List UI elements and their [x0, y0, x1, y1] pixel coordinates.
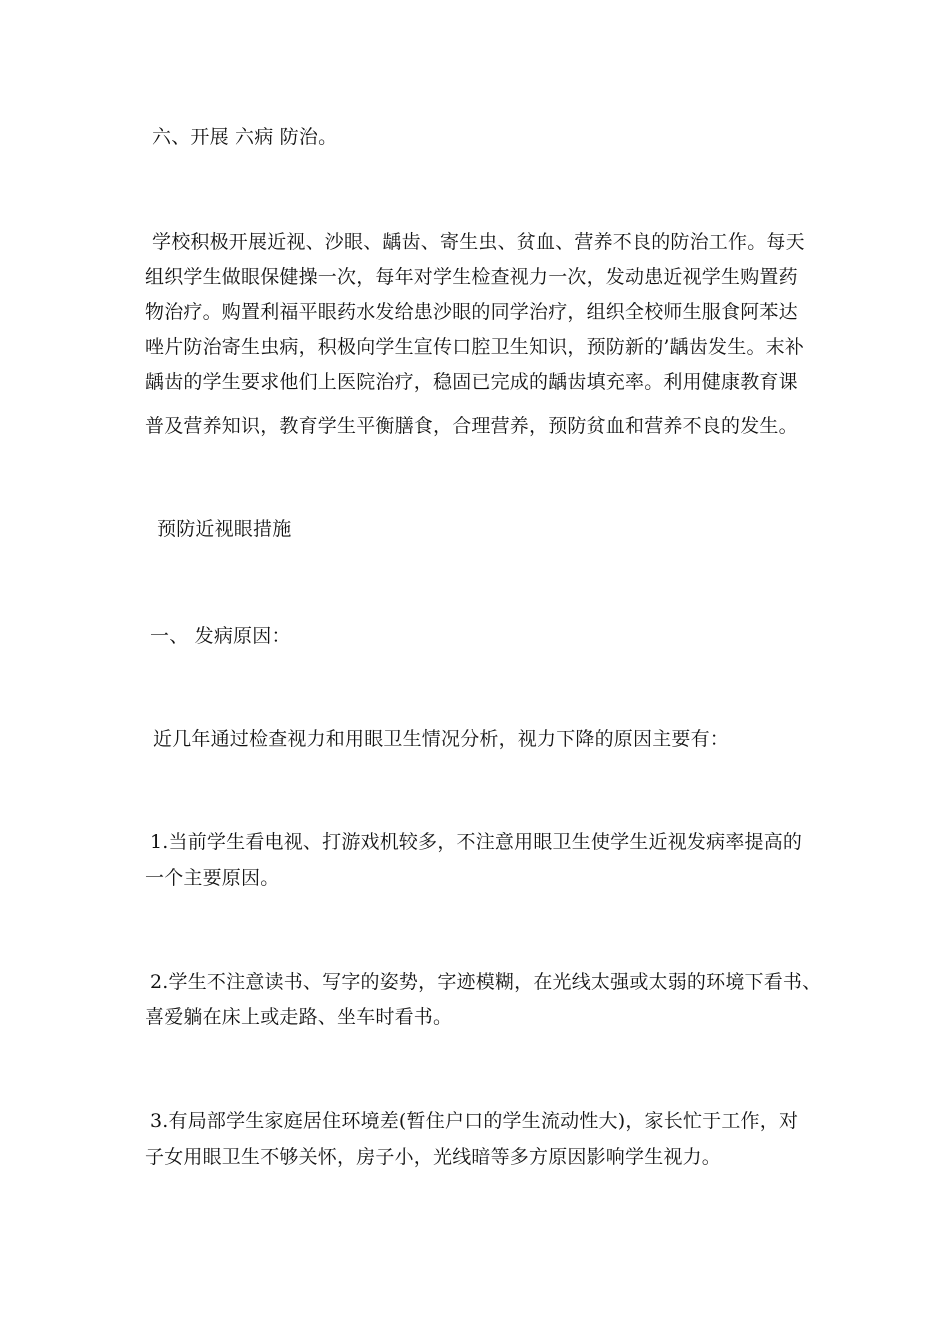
paragraph-line: 学校积极开展近视、沙眼、龋齿、寄生虫、贫血、营养不良的防治工作。每天 [152, 231, 805, 253]
cause-intro: 近几年通过检查视力和用眼卫生情况分析，视力下降的原因主要有： [153, 728, 730, 750]
paragraph-line: 物治疗。购置利福平眼药水发给患沙眼的同学治疗，组织全校师生服食阿苯达 [145, 301, 798, 323]
section-six-heading: 六、开展 六病 防治。 [152, 126, 338, 148]
paragraph-line: 普及营养知识，教育学生平衡膳食，合理营养，预防贫血和营养不良的发生。 [145, 415, 798, 437]
item-line: 喜爱躺在床上或走路、坐车时看书。 [145, 1006, 453, 1028]
item-line: 1.当前学生看电视、打游戏机较多，不注意用眼卫生使学生近视发病率提高的 [150, 831, 803, 853]
paragraph-line: 组织学生做眼保健操一次，每年对学生检查视力一次，发动患近视学生购置药 [145, 266, 798, 288]
item-line: 一个主要原因。 [145, 867, 280, 889]
item-line: 3.有局部学生家庭居住环境差(暂住户口的学生流动性大)，家长忙于工作，对 [150, 1110, 799, 1132]
item-line: 子女用眼卫生不够关怀，房子小，光线暗等多方原因影响学生视力。 [145, 1146, 722, 1168]
item-line: 2.学生不注意读书、写字的姿势，字迹模糊，在光线太强或太弱的环境下看书、 [150, 971, 822, 993]
cause-heading: 一、 发病原因： [150, 625, 291, 647]
paragraph-line: 唑片防治寄生虫病，积极向学生宣传口腔卫生知识，预防新的’龋齿发生。末补 [145, 336, 805, 358]
paragraph-line: 龋齿的学生要求他们上医院治疗，稳固已完成的龋齿填充率。利用健康教育课 [145, 371, 798, 393]
myopia-title: 预防近视眼措施 [157, 518, 292, 540]
